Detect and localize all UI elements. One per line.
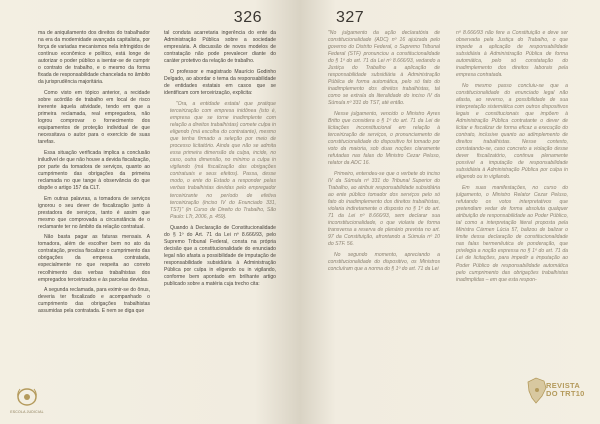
text-column-1 (328, 30, 440, 370)
page-number: 326 (233, 9, 262, 26)
paragraph: Em suas manifestações, no curso do julgamento, o Ministro Relator Cezar Peluso, refutando os votos interpretativos que pretendiam vedar de forma absoluta qualquer atribuição de responsabilidade ao Poder Público, tal como a interpretação literal proposta pela Ministra Cármen Lúcia 57, balizou de balizar o limite dessa declaração de constitucionalidade nas falas hermenêutica de ponderação, que privilegia a noção expressa no § 1º do art. 71 da Lei de licitações, para impedir a imputação ao Poder Público de responsabilidade automática pelo cumprimento das obrigações trabalhistas inadimplidas – em que esta respon- (456, 184, 568, 283)
block-quote: "Ora, a entidade estatal que pratique terceirização com empresa inidônea (isto é, empresa que se torne inadimplente com relação a direitos trabalhistas) comete culpa in eligendo (má escolha do contratante), mesmo que tenha firmado a seleção por meio de processo licitatório. Ainda que não se admita essa primeira dimensão da culpa, incide, no caso, outra dimensão, no mínimo a culpa in vigilando (má fiscalização das obrigações contratuais e seus efeitos). Passa, desse modo, o ente do Estado a responder pelas verbas trabalhistas devidas pelo empregador terceirizante no período de efetiva terceirização (inciso IV do Enunciado 331, TST)" (in Curso de Direito do Trabalho, São Paulo: LTr, 2006, p. 459). (170, 100, 276, 220)
text-column-1 (38, 30, 150, 370)
right-page (300, 0, 600, 424)
paragraph: O professor e magistrado Maurício Godinho Delgado, ao abordar o tema da responsabilidade de entidades estatais em casos que se identificam com terceirização, explicita: (164, 68, 276, 96)
paragraph: Não basta pagar as faturas mensais. A tomadora, além de escolher bem no ato da contratação, precisa fiscalizar o cumprimento das obrigações da empresa contratada, especialmente no que respeita ao correto recolhimento das verbas trabalhistas dos empregados terceirizados e às parcelas devidas. (38, 234, 150, 283)
text-column-2 (456, 30, 568, 370)
brazil-map-icon (524, 376, 548, 406)
paragraph: tal conduta acarretaria ingerência do ente da Administração Pública sobre a sociedade empresária. A discussão de novos modelos de contratação não pode prevalecer diante do caráter protetivo da relação de trabalho. (164, 30, 276, 65)
school-logo-caption: ESCOLA JUDICIAL (10, 410, 44, 414)
text-column-2 (164, 30, 276, 370)
journal-logo-text: REVISTA DO TRT10 (546, 381, 585, 398)
paragraph: A segunda reclamada, para eximir-se do ônus, deveria ter fiscalizado e acompanhado o cumprimento das obrigações trabalhistas assumidas pela contratada. E nem se diga que (38, 287, 150, 315)
paragraph: "No julgamento da ação declaratória de constitucionalidade (ADC) nº 16 ajuizada pelo governo do Distrito Federal, o Supremo Tribunal Federal (STF) pronunciou a constitucionalidade do § 1º do art. 71 da Lei nº 8.666/93, vedando a Justiça do Trabalho a aplicação de responsabilidade subsidiária à Administração Pública de forma automática, pelo só fato do inadimplemento dos direitos trabalhistas, tal como se extraía da literalidade do inciso IV da Súmula nº 331 do TST, até então. (328, 30, 440, 107)
paragraph: Como visto em tópico anterior, a recidade sobre acórdão de trabalho em local de risco inerente àquela atividade, tendo em que a primeira reclamada, real empregadora, não logrou comprovar o fornecimento dos equipamentos de proteção individual de que necessitava o autor para o exercício de suas tarefas. (38, 89, 150, 146)
paragraph: Quando à Declaração de Constitucionalidade do § 1º do Art. 71 da Lei nº 8.666/93, pelo Supremo Tribunal Federal, consta na própria decisão que a constitucionalidade do enunciado legal não afasta a possibilidade de imputação de responsabilidade subsidiária à Administração Pública por culpa in eligendo ou in vigilando, conforme bem apontado em brilhante artigo publicado sobre a matéria cuja trecho cita: (164, 224, 276, 288)
paragraph: Essa situação verificada implica a conclusão iniludível de que não houve a devida fiscalização, por parte da tomadora de serviços, quanto ao cumprimento das obrigações da primeira reclamada no que tange à observância do que dispõe o artigo 157 da CLT. (38, 149, 150, 191)
paragraph: Primeiro, entendeu-se que o verbete do inciso IV da Súmula nº 331 do Tribunal Superior do Trabalho, ao atribuir responsabilidade subsidiária ao ente público tomador dos serviços pelo só fato do inadimplemento dos direitos trabalhistas, violaria indiretamente o disposto no § 1º do art. 71 da Lei nº 8.666/93, sem declarar sua inconstitucionalidade, o que violaria de forma transversa a reserva de plenário prevista no art. 97 da Constituição, afrontando a Súmula nº 10 do STF. 56. (328, 170, 440, 248)
paragraph: No mesmo passo concluiu-se que a constitucionalidade do enunciado legal não afasta, ao reverso, a possibilidade de sua interpretação sistemática com outros dispositivos legais e constitucionais que impõem à Administração Pública contratante o dever de licitar e fiscalizar de forma eficaz a execução do contrato, inclusive quanto ao adimplemento de direitos trabalhistas. Nesse contexto, constatando-se, caso concreto a violação desse dever fiscalizatório, continua plenamente possível a imputação de responsabilidade subsidiária à Administração Pública por culpa in eligendo ou in vigilando. (456, 82, 568, 181)
paragraph: nº 8.666/93 não fere a Constituição e deve ser observada pela Justiça do Trabalho, o que impede a aplicação de responsabilidade subsidiária à Administração Pública de forma automática, pelo só constatação do inadimplemento dos direitos laborais pela empresa contratada. (456, 30, 568, 79)
paragraph: Em outras palavras, a tomadora de serviços ignorou o seu dever de fiscalização junto à prestadora de serviços, tanto é assim que mesmo que comprovada a circunstância de o reclamante ter no âmbito da relação contratual. (38, 195, 150, 230)
paragraph: Nesse julgamento, vencido o Ministro Ayres Britto que considera o § 1º do art. 71 da Lei de licitações inconstitucional em relação à terceirização de serviços, o pronunciamento de constitucionalidade do dispositivo foi tomado por voto da maioria, sob duas noções claramente refutadas nas falas do Ministro Cezar Peluso, relator da ADC 16. (328, 111, 440, 167)
laurel-emblem-icon (10, 386, 44, 408)
page-number: 327 (336, 9, 365, 26)
paragraph: ma de aniquilamento dos direitos do trabalhador na era da modernidade avançada capitalista, por força de variadas mecanismos nela infringidos de contínuo econômico e político, está longe de autorizar o poder público a isentar-se de cumprir o contrato de trabalho, e o mesmo da forma fixada de responsabilidade chancelada no âmbito da jurisprudência majoritária. (38, 30, 150, 86)
journal-logo (524, 374, 586, 410)
school-logo (10, 386, 44, 414)
paragraph: No segundo momento, apreciando a constitucionalidade do dispositivo, os Ministros concluíram que a norma do § 1º do art. 71 da Lei (328, 251, 440, 272)
